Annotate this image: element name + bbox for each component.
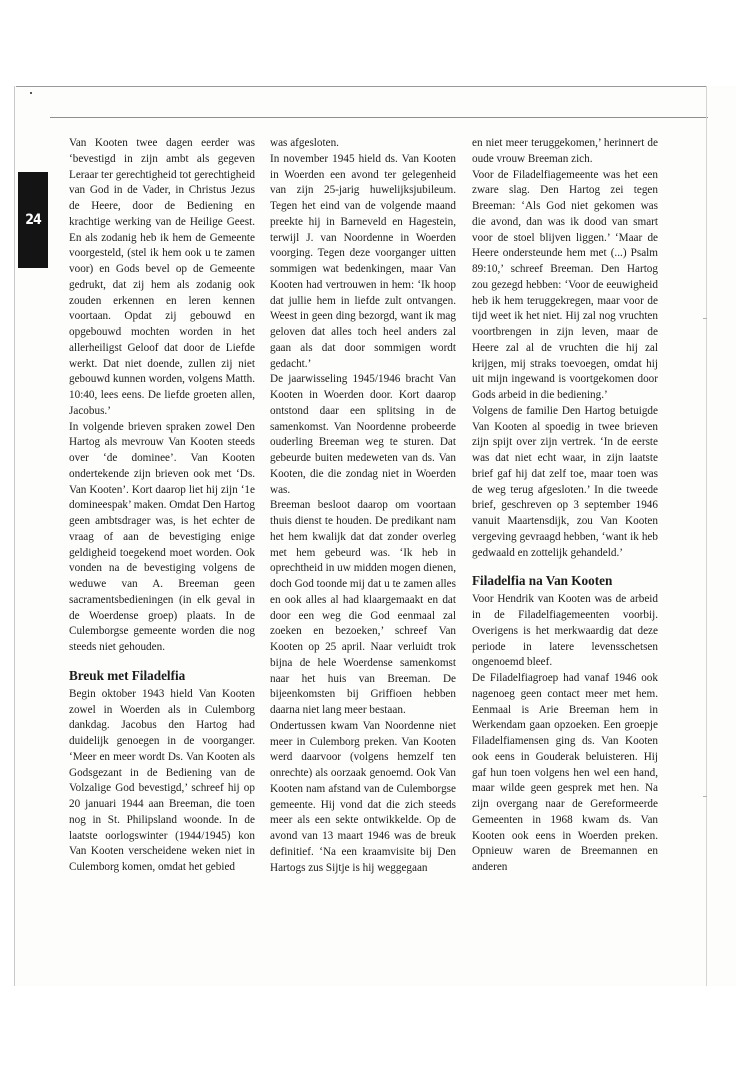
paragraph: Voor de Filadelfiagemeente was het een zware slag. Den Hartog zei tegen Breeman: ‘Als God niet gekomen was die avond, dan was ik dood van smart voor de stoel blijven liggen.’ ‘Maar de Heere ondersteunde hem met (...) Psalm 89:10,’ schreef Breeman. Den Hartog zou gezegd hebben: ‘Voor de eeuwigheid heb ik hem teruggekregen, maar voor de tijd weet ik het niet. Hij zal nog vruchten voortbrengen in zijn leven, maar de Heere zal al de vruchten die hij zal krijgen, mij straks toevoegen, omdat hij uit mijn ingewand is voortgekomen door Gods arbeid in die bediening.’ bbox=[472, 168, 658, 401]
text-column-3 bbox=[472, 136, 658, 876]
paragraph: was afgesloten. bbox=[270, 137, 339, 149]
paragraph: Van Kooten twee dagen eerder was ‘bevestigd in zijn ambt als gegeven Leraar ter gerechtigheid tot gerechtigheid van God in de Vader, in Christus Jezus de Heere, door de Bediening en krachtige werking van de Heilige Geest. En als zodanig heb ik hem de Gemeente voorgesteld, (stel ik hem ook u te zamen voor) en Gods bevel op de Gemeente gedrukt, dat zij hem als zodanig ook zouden erkennen en leren kennen voortaan. Opdat zij gebouwd en opgebouwd mochten worden in het allerheiligst Geloof dat door de Liefde werkt. Dat niet doende, zullen zij niet gebouwd kunnen worden, volgens Matth. 10:40, lees eens. De liefde groeten allen, Jacobus.’ bbox=[69, 137, 255, 417]
paragraph: Breeman besloot daarop om voortaan thuis dienst te houden. De predikant nam het hem kwalijk dat dat zonder overleg met hem gebeurd was. ‘Ik heb in oprechtheid in uw midden mogen dienen, doch God toonde mij dat u te zamen alles en ook alles al had klaargemaakt en dat door een weg die God eenmaal zal zoeken en bezoeken,’ schreef Van Kooten op 25 april. Naar verluidt trok bijna de hele Woerdense samenkomst naar het huis van Breeman. De bijeenkomsten bij Griffioen hebben daarna niet lang meer bestaan. bbox=[270, 499, 456, 716]
text-column-2 bbox=[270, 136, 456, 876]
header-rule bbox=[50, 117, 708, 118]
paragraph: en niet meer teruggekomen,’ herinnert de oude vrouw Breeman zich. bbox=[472, 137, 658, 165]
section-heading: Breuk met Filadelfia bbox=[69, 667, 186, 683]
paragraph: De Filadelfiagroep had vanaf 1946 ook nagenoeg geen contact meer met hem. Eenmaal is Arie Breeman hem in Werkendam gaan opzoeken. Een groepje Filadelfiamensen ging ds. Van Kooten ook eens in Gouderak beluisteren. Hij gaf hun toen volgens hen wel een hand, maar wilde geen gesprek met hen. Na zijn overgang naar de Gereformeerde Gemeenten in 1968 kwam ds. Van Kooten ook eens in Woerden preken. Opnieuw waren de Breemannen en anderen bbox=[472, 672, 658, 873]
paragraph: Voor Hendrik van Kooten was de arbeid in de Filadelfiagemeenten voorbij. Overigens is het merkwaardig dat deze periode in latere levensschetsen ongenoemd bleef. bbox=[472, 593, 658, 669]
paragraph: Volgens de familie Den Hartog betuigde Van Kooten al spoedig in twee brieven zijn spijt over zijn vertrek. ‘In de eerste was dat niet echt waar, in zijn laatste brief gaf hij dat zelf toe, maar toen was de weg terug afgesloten.’ In die tweede brief, geschreven op 3 september 1946 vanuit Maartensdijk, zou Van Kooten vergeving gevraagd hebben, ‘want ik heb gedwaald en zottelijk gehandeld.’ bbox=[472, 404, 658, 559]
paragraph: De jaarwisseling 1945/1946 bracht Van Kooten in Woerden door. Kort daarop ontstond daar een splitsing in de samenkomst. Van Noordenne probeerde ouderling Breeman weg te sturen. Dat gebeurde buiten medeweten van ds. Van Kooten, die die zondag niet in Woerden was. bbox=[270, 373, 456, 496]
top-rule bbox=[16, 86, 706, 87]
corner-mark bbox=[30, 92, 32, 94]
edge-tick bbox=[703, 318, 707, 319]
paragraph: In november 1945 hield ds. Van Kooten in Woerden een avond ter gelegenheid van zijn 25-jarig huwelijksjubileum. Tegen het eind van de volgende maand preekte hij in Barneveld en Hagestein, terwijl J. van Noordenne in Woerden voorging. Tegen deze voorganger uitten sommigen wat bedenkingen, maar Van Kooten had vertrouwen in hem: ‘Ik hoop dat jullie hem in liefde zult ontvangen. Weest in geen ding bezorgd, want ik mag geloven dat alles toch heel anders zal gaan als dat door sommigen wordt gedacht.’ bbox=[270, 152, 456, 370]
right-edge-rule bbox=[706, 86, 707, 986]
paragraph: Begin oktober 1943 hield Van Kooten zowel in Woerden als in Culemborg dankdag. Jacobus den Hartog had duidelijk genoegen in de voorganger. ‘Meer en meer wordt Ds. Van Kooten als Godsgezant in de Bediening van de Volzalige God bevestigd,’ schreef hij op 20 januari 1944 aan Breeman, die toen nog in St. Philipsland woonde. In de laatste oorlogswinter (1944/1945) kon Van Kooten verscheidene weken niet in Culemborg komen, omdat het gebied bbox=[69, 687, 255, 873]
page-number: 24 bbox=[25, 212, 41, 228]
page-number-tab bbox=[18, 172, 48, 268]
paragraph: Ondertussen kwam Van Noordenne niet meer in Culemborg preken. Van Kooten werd daarvoor (volgens hemzelf ten onrechte) als oorzaak genoemd. Ook Van Kooten nam afstand van de Culemborgse gemeente. Hij vond dat die zich steeds meer als een sekte ontwikkelde. Op de avond van 13 maart 1946 was de breuk definitief. ‘Na een kraamvisite bij Den Hartogs zus Sijtje is hij weggegaan bbox=[270, 719, 456, 874]
section-heading: Filadelfia na Van Kooten bbox=[472, 573, 613, 589]
left-edge-rule bbox=[14, 86, 15, 986]
edge-tick bbox=[703, 796, 707, 797]
text-column-1 bbox=[69, 136, 255, 876]
paragraph: In volgende brieven spraken zowel Den Hartog als mevrouw Van Kooten steeds over ‘de dominee’. Van Kooten ondertekende zijn brieven ook met ‘Ds. Van Kooten’. Kort daarop liet hij zijn ‘1e domineespak’ maken. Omdat Den Hartog geen ambtsdrager was, is het echter de vraag of aan de bevestiging enige geldigheid toegekend moet worden. Ook vonden na de bevestiging volgens de weduwe van A. Breeman geen sacramentsbedieningen (in elk geval in de Woerdense groep) plaats. In de Culemborgse gemeente worden die nog steeds niet gehouden. bbox=[69, 420, 255, 653]
